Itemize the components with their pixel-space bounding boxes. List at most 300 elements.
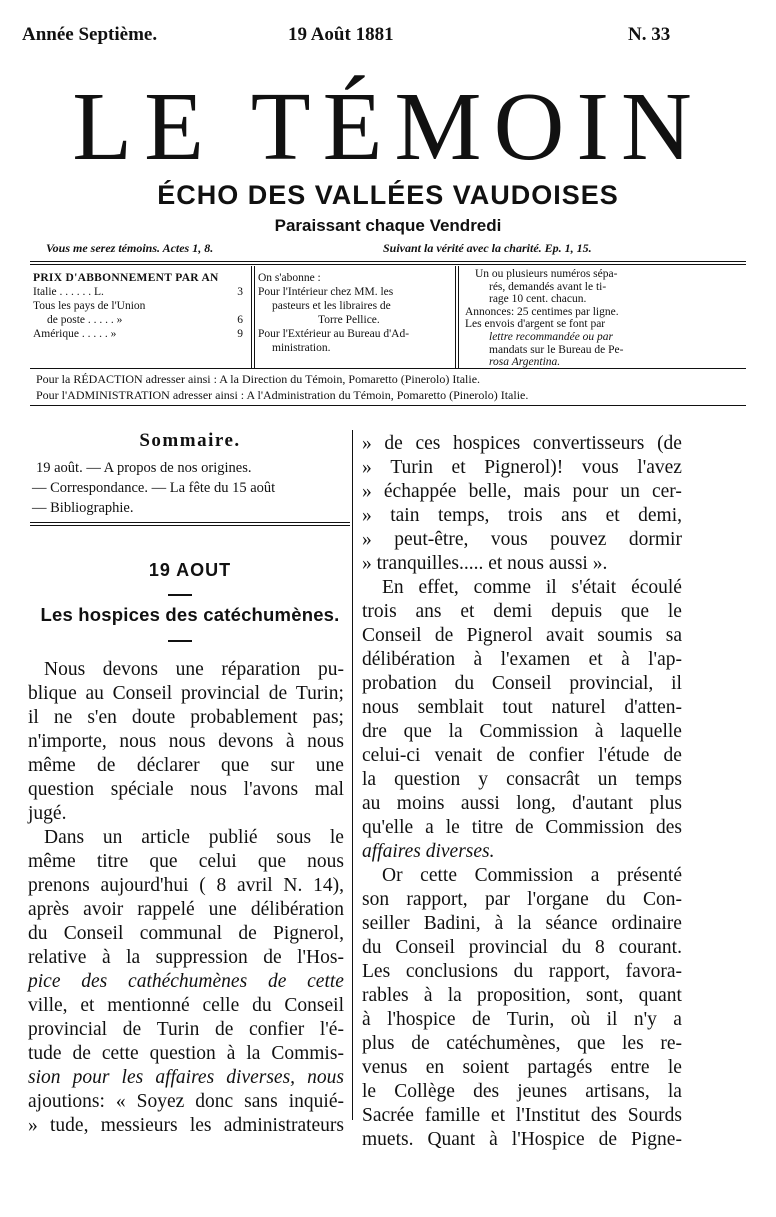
word: sans: [244, 1091, 278, 1112]
word: pu-: [318, 659, 344, 680]
word: la: [448, 721, 463, 742]
text-line: affaires diverses.: [362, 841, 495, 862]
word: naturel: [551, 697, 606, 718]
word: Commission: [545, 817, 645, 838]
price-row: [33, 327, 243, 341]
volume-year: Année Septième.: [22, 24, 158, 45]
word: temps,: [437, 505, 490, 526]
word: de: [97, 755, 116, 776]
word: doute: [131, 707, 176, 728]
price-value: 3: [237, 286, 243, 298]
word: à: [423, 985, 433, 1006]
sommaire-rule: [30, 522, 350, 523]
text-line: [28, 1090, 344, 1114]
word: à: [473, 649, 483, 670]
word: en: [425, 1057, 445, 1078]
text-line: [362, 600, 682, 624]
word: provincial,: [569, 673, 654, 694]
word: Badini,: [423, 913, 481, 934]
text-line: [28, 730, 344, 754]
periodicity: Paraissant chaque Vendredi: [274, 216, 502, 235]
word: Turin: [156, 1019, 200, 1040]
word: rappelé: [137, 899, 195, 920]
ordering-line: rage 10 cent. chacun.: [489, 293, 587, 306]
word: délibération: [250, 899, 344, 920]
word: Commission: [479, 721, 579, 742]
word: plus: [649, 793, 682, 814]
word: entre: [610, 1057, 650, 1078]
word: Pignerol)!: [484, 457, 564, 478]
word: 8: [216, 875, 227, 896]
text-line: [362, 456, 682, 480]
word: un: [620, 481, 640, 502]
text-line: [28, 706, 344, 730]
word: présenté: [617, 865, 682, 886]
word: après: [28, 899, 70, 920]
word: sion: [28, 1067, 61, 1088]
word: et: [451, 457, 466, 478]
word: de: [411, 1033, 430, 1054]
subscribe-line: pasteurs et les libraires de: [272, 300, 391, 312]
word: il: [28, 707, 39, 728]
text-line: [28, 1066, 344, 1090]
redaction-address: Pour la RÉDACTION adresser ainsi : A la Direction du Témoin, Pomaretto (Pinerolo) Italie.: [36, 372, 481, 386]
word: 8: [595, 937, 605, 958]
word: mal: [314, 779, 344, 800]
text-line: [28, 658, 344, 682]
word: a: [673, 1009, 682, 1030]
word: avril: [236, 875, 273, 896]
word: les: [189, 1115, 212, 1136]
word: cer-: [652, 481, 682, 502]
word: rables: [362, 985, 409, 1006]
word: de: [663, 745, 682, 766]
text-line: [28, 994, 344, 1018]
word: l'avons: [243, 779, 299, 800]
article-date-heading: 19 AOUT: [148, 560, 232, 580]
word: l'hospice: [387, 1009, 456, 1030]
text-line: [28, 898, 344, 922]
word: devons: [218, 731, 274, 752]
word: l'avez: [637, 457, 682, 478]
word: trois: [362, 601, 397, 622]
word: Conseil: [395, 937, 455, 958]
word: Conseil: [284, 995, 344, 1016]
word: semblait: [417, 697, 484, 718]
text-line: [362, 624, 682, 648]
text-line: [362, 912, 682, 936]
word: blique: [28, 683, 77, 704]
word: partagés: [527, 1057, 593, 1078]
word: N.: [283, 875, 303, 896]
word: famille: [424, 1105, 481, 1126]
word: demi: [493, 601, 533, 622]
price-row: [33, 299, 243, 313]
word: diverses,: [226, 1067, 296, 1088]
word: l'Hospice: [511, 1129, 585, 1150]
word: titre: [471, 817, 504, 838]
word: a: [590, 865, 600, 886]
word: Pignerol,: [273, 923, 344, 944]
ordering-line: Un ou plusieurs numéros sépa-: [475, 268, 618, 280]
word: son: [362, 889, 390, 910]
sommaire-list: [32, 458, 352, 518]
word: En: [382, 577, 404, 598]
word: que: [403, 721, 432, 742]
title-dash: [168, 640, 192, 642]
text-line: [362, 744, 682, 768]
word: «: [115, 1091, 126, 1112]
word: quant: [638, 985, 682, 1006]
word: nous: [362, 697, 399, 718]
subscribe-info: [258, 271, 453, 355]
word: donc: [195, 1091, 234, 1112]
text-line: [362, 984, 682, 1008]
word: (de: [657, 433, 682, 454]
word: ordinaire: [611, 913, 682, 934]
word: du: [454, 673, 475, 694]
word: sous: [276, 827, 312, 848]
word: celle: [202, 995, 240, 1016]
text-line: [28, 778, 344, 802]
word: soumis: [597, 625, 653, 646]
column-separator: [352, 430, 353, 1120]
word: avait: [545, 625, 584, 646]
text-line: [362, 864, 682, 888]
word: devons: [102, 659, 159, 680]
word: pas;: [312, 707, 344, 728]
word: les: [121, 1067, 144, 1088]
word: avoir: [83, 899, 124, 920]
word: réparation: [221, 659, 301, 680]
word: belle,: [468, 481, 512, 502]
word: Turin: [390, 457, 433, 478]
word: conclusions: [405, 961, 498, 982]
word: du: [561, 937, 582, 958]
subscribe-line: ministration.: [272, 342, 331, 354]
word: dre: [362, 721, 387, 742]
newspaper-title: LE TÉMOIN: [72, 73, 704, 181]
word: ne: [53, 707, 73, 728]
word: provincial: [28, 1019, 108, 1040]
word: peut-être,: [394, 529, 469, 550]
word: de: [434, 625, 454, 646]
word: Turin;: [295, 683, 344, 704]
word: de: [122, 1019, 142, 1040]
word: la: [362, 769, 377, 790]
word: des: [81, 971, 108, 992]
text-line: [362, 1008, 682, 1032]
word: du: [513, 961, 534, 982]
text-line: [362, 1080, 682, 1104]
word: le: [667, 601, 682, 622]
word: venus: [362, 1057, 408, 1078]
box-top-rule: [30, 261, 746, 262]
sommaire-title: Sommaire.: [139, 430, 241, 451]
word: que: [257, 851, 286, 872]
text-line: [362, 720, 682, 744]
word: des: [473, 1081, 500, 1102]
word: Les: [362, 961, 391, 982]
text-line: jugé.: [28, 803, 67, 824]
word: tout: [502, 697, 533, 718]
word: l'é-: [319, 1019, 344, 1040]
text-line: [362, 768, 682, 792]
word: nous: [190, 779, 228, 800]
word: Commission: [474, 865, 574, 886]
word: nous: [307, 731, 344, 752]
word: l'Institut: [515, 1105, 581, 1126]
price-label: Amérique . . . . . »: [33, 328, 117, 340]
word: Pigne-: [631, 1129, 682, 1150]
word: moins: [396, 793, 445, 814]
word: un: [102, 827, 123, 848]
word: que: [149, 851, 178, 872]
word: article: [141, 827, 190, 848]
box-divider: [251, 266, 252, 368]
word: celui-ci: [362, 745, 421, 766]
word: des: [590, 1105, 617, 1126]
word: titre: [96, 851, 129, 872]
word: seiller: [362, 913, 410, 934]
word: délibération: [362, 649, 456, 670]
word: à: [362, 1009, 371, 1030]
box-divider: [455, 266, 456, 368]
word: »: [362, 481, 372, 502]
word: que: [221, 755, 250, 776]
text-line: [362, 504, 682, 528]
word: Conseil: [112, 683, 173, 704]
word: cette: [307, 971, 344, 992]
ordering-line: Annonces: 25 centimes par ligne.: [465, 305, 619, 318]
ordering-line: mandats sur le Bureau de Pe-: [489, 343, 624, 356]
word: (: [199, 875, 206, 896]
word: ans: [561, 505, 588, 526]
word: s'était: [571, 577, 617, 598]
text-line: » tranquilles..... et nous aussi ».: [362, 553, 608, 574]
word: messieurs: [100, 1115, 178, 1136]
word: s'en: [87, 707, 117, 728]
sommaire-line: — Bibliographie.: [32, 500, 134, 516]
word: le: [445, 817, 460, 838]
word: hospices: [453, 433, 521, 454]
price-row: [33, 285, 243, 299]
word: spéciale: [110, 779, 174, 800]
word: comme: [473, 577, 532, 598]
sommaire-line: — Correspondance. — La fête du 15 août: [32, 480, 276, 496]
word: aussi: [460, 793, 500, 814]
price-label: Italie . . . . . . L.: [33, 286, 104, 298]
word: d'autant: [572, 793, 634, 814]
word: relative: [28, 947, 87, 968]
text-line: [28, 1114, 344, 1138]
text-line: [28, 1018, 344, 1042]
word: n'y: [633, 1009, 657, 1030]
word: nous: [168, 731, 206, 752]
word: et: [460, 601, 475, 622]
text-line: [362, 936, 682, 960]
word: de: [268, 683, 288, 704]
word: ans: [415, 601, 442, 622]
word: prenons: [28, 875, 90, 896]
word: d'atten-: [624, 697, 682, 718]
word: la: [126, 947, 141, 968]
word: inquié-: [288, 1091, 344, 1112]
word: une: [315, 755, 344, 776]
word: l'examen: [500, 649, 571, 670]
word: confier: [249, 1019, 305, 1040]
word: suppression: [155, 947, 248, 968]
word: les: [622, 1033, 644, 1054]
ordering-line: rés, demandés avant le ti-: [489, 280, 607, 293]
text-line: [28, 1042, 344, 1066]
subscribe-line: Torre Pellice.: [318, 314, 380, 326]
word: mentionné: [107, 995, 190, 1016]
word: à: [285, 731, 295, 752]
word: demi,: [638, 505, 682, 526]
heading-dash: [168, 594, 192, 596]
word: plus: [362, 1033, 395, 1054]
word: tain: [390, 505, 420, 526]
motto-left: Vous me serez témoins. Actes 1, 8.: [46, 241, 214, 255]
word: »: [362, 433, 372, 454]
text-line: [362, 432, 682, 456]
word: l'organe: [527, 889, 589, 910]
word: proposition,: [477, 985, 571, 1006]
box-bottom-rule: [30, 405, 746, 406]
word: cette: [420, 865, 457, 886]
word: sur: [270, 755, 295, 776]
word: et: [605, 505, 620, 526]
text-line: [362, 528, 682, 552]
word: séance: [545, 913, 598, 934]
word: où: [570, 1009, 591, 1030]
subscribe-line: On s'abonne :: [258, 272, 321, 284]
box-top-rule-2: [30, 264, 746, 265]
word: il: [606, 1009, 618, 1030]
word: y: [478, 769, 489, 790]
word: Or: [382, 865, 403, 886]
word: provincial: [468, 937, 548, 958]
word: Pignerol: [466, 625, 533, 646]
price-block: [33, 271, 243, 341]
word: même: [28, 851, 76, 872]
word: de: [72, 1043, 91, 1064]
price-heading: PRIX D'ABBONNEMENT PAR AN: [33, 272, 219, 284]
word: soient: [462, 1057, 510, 1078]
subscribe-line: Pour l'Extérieur au Bureau d'Ad-: [258, 328, 410, 340]
word: il: [545, 577, 557, 598]
word: a: [425, 817, 434, 838]
word: »: [362, 529, 372, 550]
word: de: [496, 745, 515, 766]
word: vous: [581, 457, 619, 478]
text-line: [362, 576, 682, 600]
word: à: [489, 1129, 498, 1150]
motto-right: Suivant la vérité avec la charité. Ep. 1, 15.: [383, 241, 592, 255]
word: confier: [528, 745, 585, 766]
word: Sourds: [627, 1105, 682, 1126]
word: du: [252, 995, 272, 1016]
text-line: [362, 816, 682, 840]
administration-address: Pour l'ADMINISTRATION adresser ainsi : A l'Administration du Témoin, Pomaretto (Pinerolo) Italie.: [36, 388, 529, 402]
text-line: [362, 648, 682, 672]
text-line: [28, 922, 344, 946]
word: question: [28, 779, 95, 800]
word: la: [246, 1043, 261, 1064]
word: à: [621, 649, 630, 670]
word: du: [28, 923, 48, 944]
word: Turin,: [506, 1009, 555, 1030]
word: rapport,: [406, 889, 468, 910]
word: et: [490, 1105, 505, 1126]
word: à: [101, 947, 111, 968]
word: la: [667, 1081, 682, 1102]
word: effet,: [418, 577, 459, 598]
box-divider: [458, 266, 459, 368]
word: une: [208, 899, 237, 920]
ordering-info: [465, 268, 675, 369]
word: Commis-: [271, 1043, 344, 1064]
word: de: [384, 433, 403, 454]
word: sont,: [586, 985, 624, 1006]
text-line: [362, 1056, 682, 1080]
word: ces: [415, 433, 441, 454]
word: à: [226, 1043, 236, 1064]
word: de: [263, 947, 282, 968]
word: pouvez: [550, 529, 607, 550]
word: »: [362, 505, 372, 526]
word: tude: [28, 1043, 62, 1064]
word: aujourd'hui: [100, 875, 189, 896]
word: 14),: [313, 875, 344, 896]
word: jeunes: [517, 1081, 568, 1102]
word: pice: [28, 971, 61, 992]
word: nous: [119, 731, 157, 752]
word: Nous: [44, 659, 86, 680]
text-line: [28, 826, 344, 850]
word: un: [597, 769, 618, 790]
word: Collège: [394, 1081, 455, 1102]
word: la: [447, 985, 462, 1006]
word: »: [362, 457, 372, 478]
word: Conseil: [362, 625, 422, 646]
word: pour: [572, 481, 609, 502]
word: communal: [139, 923, 223, 944]
issue-number: N. 33: [628, 24, 671, 45]
word: le: [667, 1057, 682, 1078]
word: au: [362, 793, 381, 814]
price-label: de poste . . . . . »: [47, 314, 123, 326]
word: échappée: [383, 481, 457, 502]
word: Con-: [642, 889, 682, 910]
word: par: [484, 889, 510, 910]
price-value: 6: [237, 314, 243, 326]
word: le: [362, 1081, 377, 1102]
word: Conseil: [491, 673, 552, 694]
word: question: [149, 1043, 216, 1064]
text-line: [362, 672, 682, 696]
word: Sacrée: [362, 1105, 414, 1126]
word: dormir: [628, 529, 682, 550]
word: vous: [490, 529, 528, 550]
price-label: Tous les pays de l'Union: [33, 300, 146, 312]
issue-date: 19 Août 1881: [288, 24, 394, 45]
sommaire-line: 19 août. — A propos de nos origines.: [36, 460, 252, 476]
article-right-column: [362, 432, 682, 1152]
ordering-line: Les envois d'argent se font par: [465, 318, 606, 331]
article-title: Les hospices des catéchumènes.: [40, 604, 340, 625]
